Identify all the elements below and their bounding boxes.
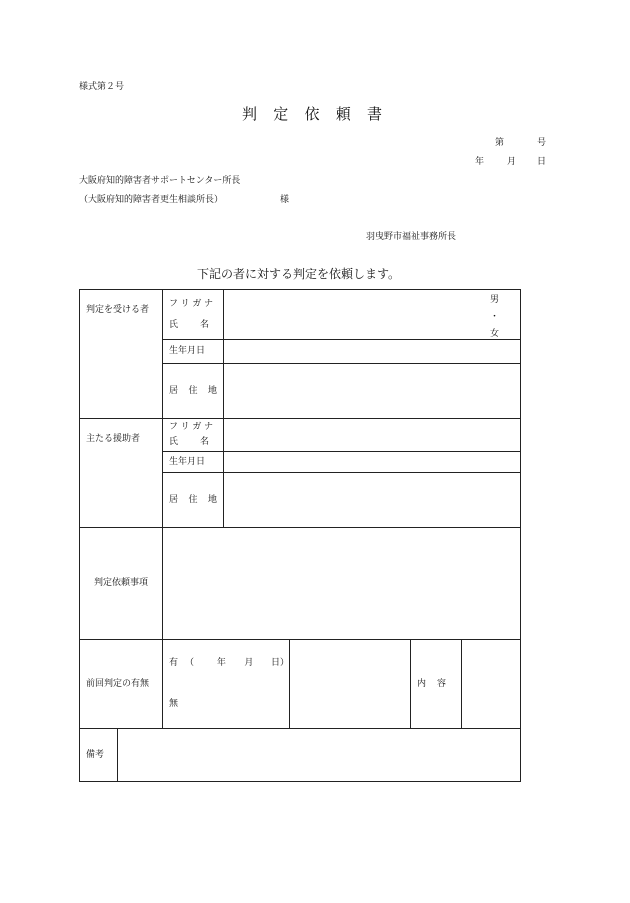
previous-gap — [290, 640, 411, 729]
helper-address-label — [163, 473, 224, 528]
char: ナ — [203, 422, 213, 432]
char: 内 — [417, 678, 427, 689]
subject-label: 判定を受ける者 — [80, 290, 163, 419]
name-label — [169, 321, 209, 330]
char: リ — [180, 422, 190, 432]
char: 住 — [188, 494, 198, 505]
char: 居 — [169, 385, 179, 396]
subject-address-label — [163, 364, 224, 419]
char: 容 — [437, 678, 447, 689]
gender-separator: ・ — [490, 312, 500, 322]
lead-sentence: 下記の者に対する判定を依頼します。 — [197, 267, 401, 281]
gender-selector[interactable] — [490, 296, 499, 339]
previous-judgement-row — [80, 640, 521, 729]
helper-label: 主たる援助者 — [80, 419, 163, 528]
subject-furigana-name-label — [163, 290, 224, 340]
remarks-field[interactable] — [118, 729, 521, 782]
title-char: 依 — [304, 105, 320, 123]
gender-male[interactable]: 男 — [490, 295, 500, 305]
date-month: 月 — [507, 157, 517, 167]
request-items-label: 判定依頼事項 — [80, 528, 163, 640]
char: 名 — [200, 319, 210, 330]
helper-name-row — [80, 419, 521, 452]
char: 居 — [169, 494, 179, 505]
previous-judgement-label: 前回判定の有無 — [80, 640, 163, 729]
furigana-label — [169, 300, 213, 309]
subject-birthdate-field[interactable] — [224, 340, 521, 364]
furigana-label — [169, 423, 213, 432]
char: ナ — [203, 298, 213, 309]
request-items-field[interactable] — [163, 528, 521, 640]
request-items-row — [80, 528, 521, 640]
previous-yes[interactable]: 有 — [169, 658, 179, 668]
remarks-label: 備考 — [80, 729, 118, 782]
previous-no[interactable]: 無 — [169, 699, 179, 709]
previous-judgement-options[interactable] — [163, 640, 290, 729]
year-label: 年 — [216, 658, 226, 668]
content-field[interactable] — [462, 640, 520, 728]
char: フ — [169, 422, 179, 432]
helper-address-field[interactable] — [224, 473, 521, 528]
char: ガ — [192, 298, 202, 309]
subject-address-field[interactable] — [224, 364, 521, 419]
char: リ — [180, 298, 190, 309]
form-number: 様式第２号 — [79, 82, 125, 92]
remarks-row — [80, 729, 521, 782]
title-char: 書 — [366, 105, 382, 123]
helper-birthdate-field[interactable] — [224, 452, 521, 473]
previous-yes-line — [169, 659, 289, 668]
subject-name-row — [80, 290, 521, 340]
title-char: 頼 — [335, 105, 351, 123]
subject-name-field[interactable] — [224, 290, 521, 340]
addressee-honorific: 様 — [280, 195, 290, 205]
content-label — [411, 640, 462, 728]
helper-birthdate-label: 生年月日 — [163, 452, 224, 473]
addressee-line1: 大阪府知的障害者サポートセンター所長 — [79, 176, 241, 186]
addressee-line2: （大阪府知的障害者更生相談所長） — [79, 195, 224, 205]
page-title — [242, 107, 382, 122]
helper-furigana-name-label — [163, 419, 224, 452]
char: 地 — [207, 385, 217, 396]
date-day: 日 — [537, 157, 547, 167]
request-form-table — [79, 289, 521, 782]
sender-name: 羽曳野市福祉事務所長 — [366, 232, 457, 242]
title-char: 判 — [242, 105, 258, 123]
title-char: 定 — [273, 105, 289, 123]
char: 住 — [188, 385, 198, 396]
char: 地 — [207, 494, 217, 505]
char: 名 — [200, 437, 210, 447]
doc-number-go: 号 — [537, 138, 547, 148]
doc-number-dai: 第 — [495, 138, 505, 148]
char: 氏 — [169, 437, 179, 447]
date-year: 年 — [475, 157, 485, 167]
month-label: 月 — [244, 658, 254, 668]
paren-open: （ — [184, 658, 194, 668]
previous-content-cell — [411, 640, 521, 729]
name-label — [169, 438, 209, 447]
helper-name-field[interactable] — [224, 419, 521, 452]
char: 氏 — [169, 319, 179, 330]
gender-female[interactable]: 女 — [490, 329, 500, 339]
day-label: 日） — [271, 658, 290, 668]
subject-birthdate-label: 生年月日 — [163, 340, 224, 364]
char: ガ — [192, 422, 202, 432]
char: フ — [169, 298, 179, 309]
